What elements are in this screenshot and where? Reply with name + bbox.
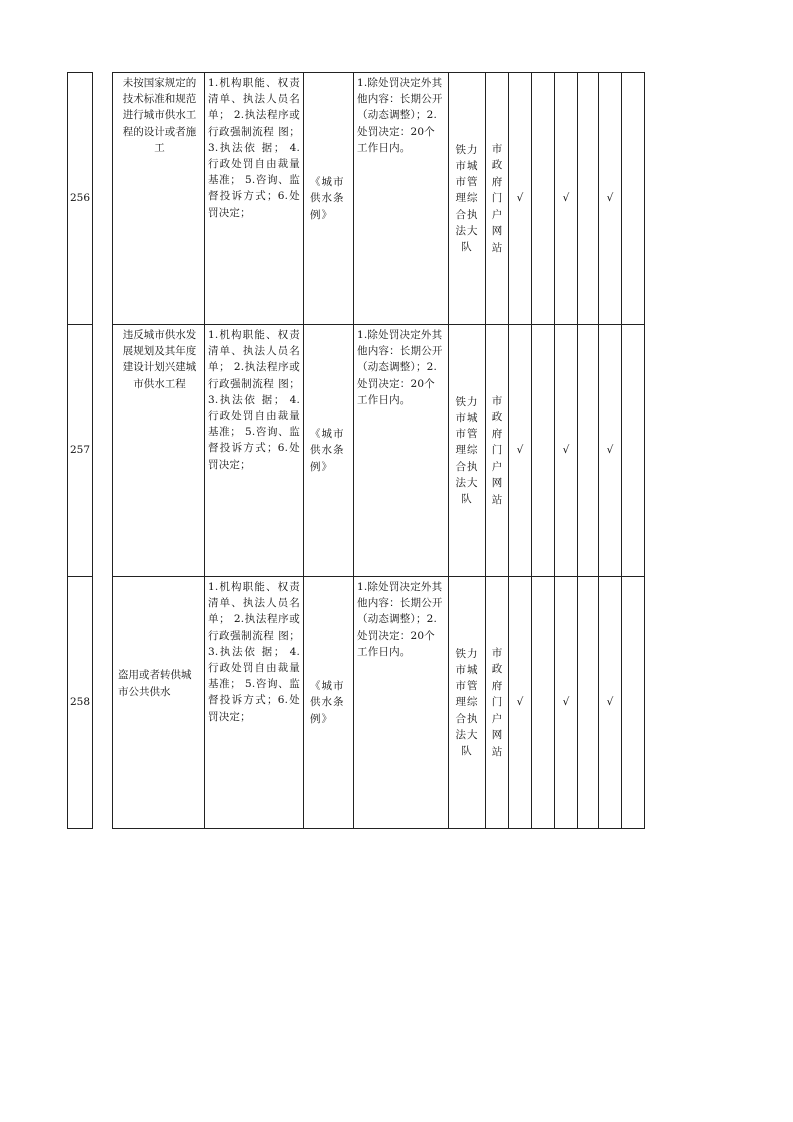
spacer-cell bbox=[93, 73, 113, 325]
empty-cell bbox=[532, 73, 555, 325]
empty-cell bbox=[578, 577, 599, 829]
disclosure-content: 1.机构职能、权责清单、执法人员名单； 2.执法程序或行政强制流程 图； 3.执法依 据； 4.行政处罚自由裁量基准； 5.咨询、监督投诉方式；6.处罚决定； bbox=[205, 325, 304, 577]
check-mark: √ bbox=[555, 577, 578, 829]
item-name: 盗用或者转供城市公共供水 bbox=[113, 577, 205, 829]
row-number: 258 bbox=[68, 577, 93, 829]
table-row bbox=[68, 325, 660, 577]
legal-basis: 《城市供水条例》 bbox=[304, 325, 354, 577]
disclosure-period: 1.除处罚决定外其他内容：长期公开（动态调整）；2.处罚决定：20个工作日内。 bbox=[354, 73, 449, 325]
empty-cell bbox=[578, 325, 599, 577]
disclosure-period: 1.除处罚决定外其他内容：长期公开（动态调整）；2.处罚决定：20个工作日内。 bbox=[354, 325, 449, 577]
table-row bbox=[68, 577, 660, 829]
disclosure-channel-cell bbox=[486, 73, 509, 325]
disclosure-channel-cell bbox=[486, 325, 509, 577]
row-number: 256 bbox=[68, 73, 93, 325]
check-mark: √ bbox=[555, 325, 578, 577]
empty-cell bbox=[622, 577, 645, 829]
disclosure-channel: 市政府门户网站 bbox=[491, 647, 503, 758]
spacer-cell bbox=[93, 577, 113, 829]
check-mark: √ bbox=[509, 325, 532, 577]
legal-basis: 《城市供水条例》 bbox=[304, 577, 354, 829]
responsible-subject: 铁力市城市管理综合执法大队 bbox=[449, 325, 486, 577]
check-mark: √ bbox=[509, 73, 532, 325]
disclosure-channel: 市政府门户网站 bbox=[491, 395, 503, 506]
disclosure-channel: 市政府门户网站 bbox=[491, 143, 503, 254]
disclosure-table bbox=[67, 72, 660, 829]
check-mark: √ bbox=[599, 577, 622, 829]
check-mark: √ bbox=[599, 325, 622, 577]
empty-cell bbox=[532, 577, 555, 829]
legal-basis: 《城市供水条例》 bbox=[304, 73, 354, 325]
item-name: 未按国家规定的技术标准和规范进行城市供水工程的设计或者施工 bbox=[113, 73, 205, 325]
spacer-cell bbox=[93, 325, 113, 577]
item-name: 违反城市供水发展规划及其年度建设计划兴建城市供水工程 bbox=[113, 325, 205, 577]
check-mark: √ bbox=[599, 73, 622, 325]
disclosure-period: 1.除处罚决定外其他内容：长期公开（动态调整）；2.处罚决定：20个工作日内。 bbox=[354, 577, 449, 829]
disclosure-content: 1.机构职能、权责清单、执法人员名单； 2.执法程序或行政强制流程 图； 3.执法依 据； 4.行政处罚自由裁量基准； 5.咨询、监督投诉方式；6.处罚决定； bbox=[205, 577, 304, 829]
disclosure-channel-cell bbox=[486, 577, 509, 829]
empty-cell bbox=[578, 73, 599, 325]
row-number: 257 bbox=[68, 325, 93, 577]
responsible-subject: 铁力市城市管理综合执法大队 bbox=[449, 577, 486, 829]
check-mark: √ bbox=[509, 577, 532, 829]
table-row bbox=[68, 73, 660, 325]
check-mark: √ bbox=[555, 73, 578, 325]
empty-cell bbox=[622, 73, 645, 325]
responsible-subject: 铁力市城市管理综合执法大队 bbox=[449, 73, 486, 325]
empty-cell bbox=[532, 325, 555, 577]
empty-cell bbox=[622, 325, 645, 577]
disclosure-content: 1.机构职能、权责清单、执法人员名单； 2.执法程序或行政强制流程 图； 3.执法依 据； 4.行政处罚自由裁量基准； 5.咨询、监督投诉方式；6.处罚决定； bbox=[205, 73, 304, 325]
